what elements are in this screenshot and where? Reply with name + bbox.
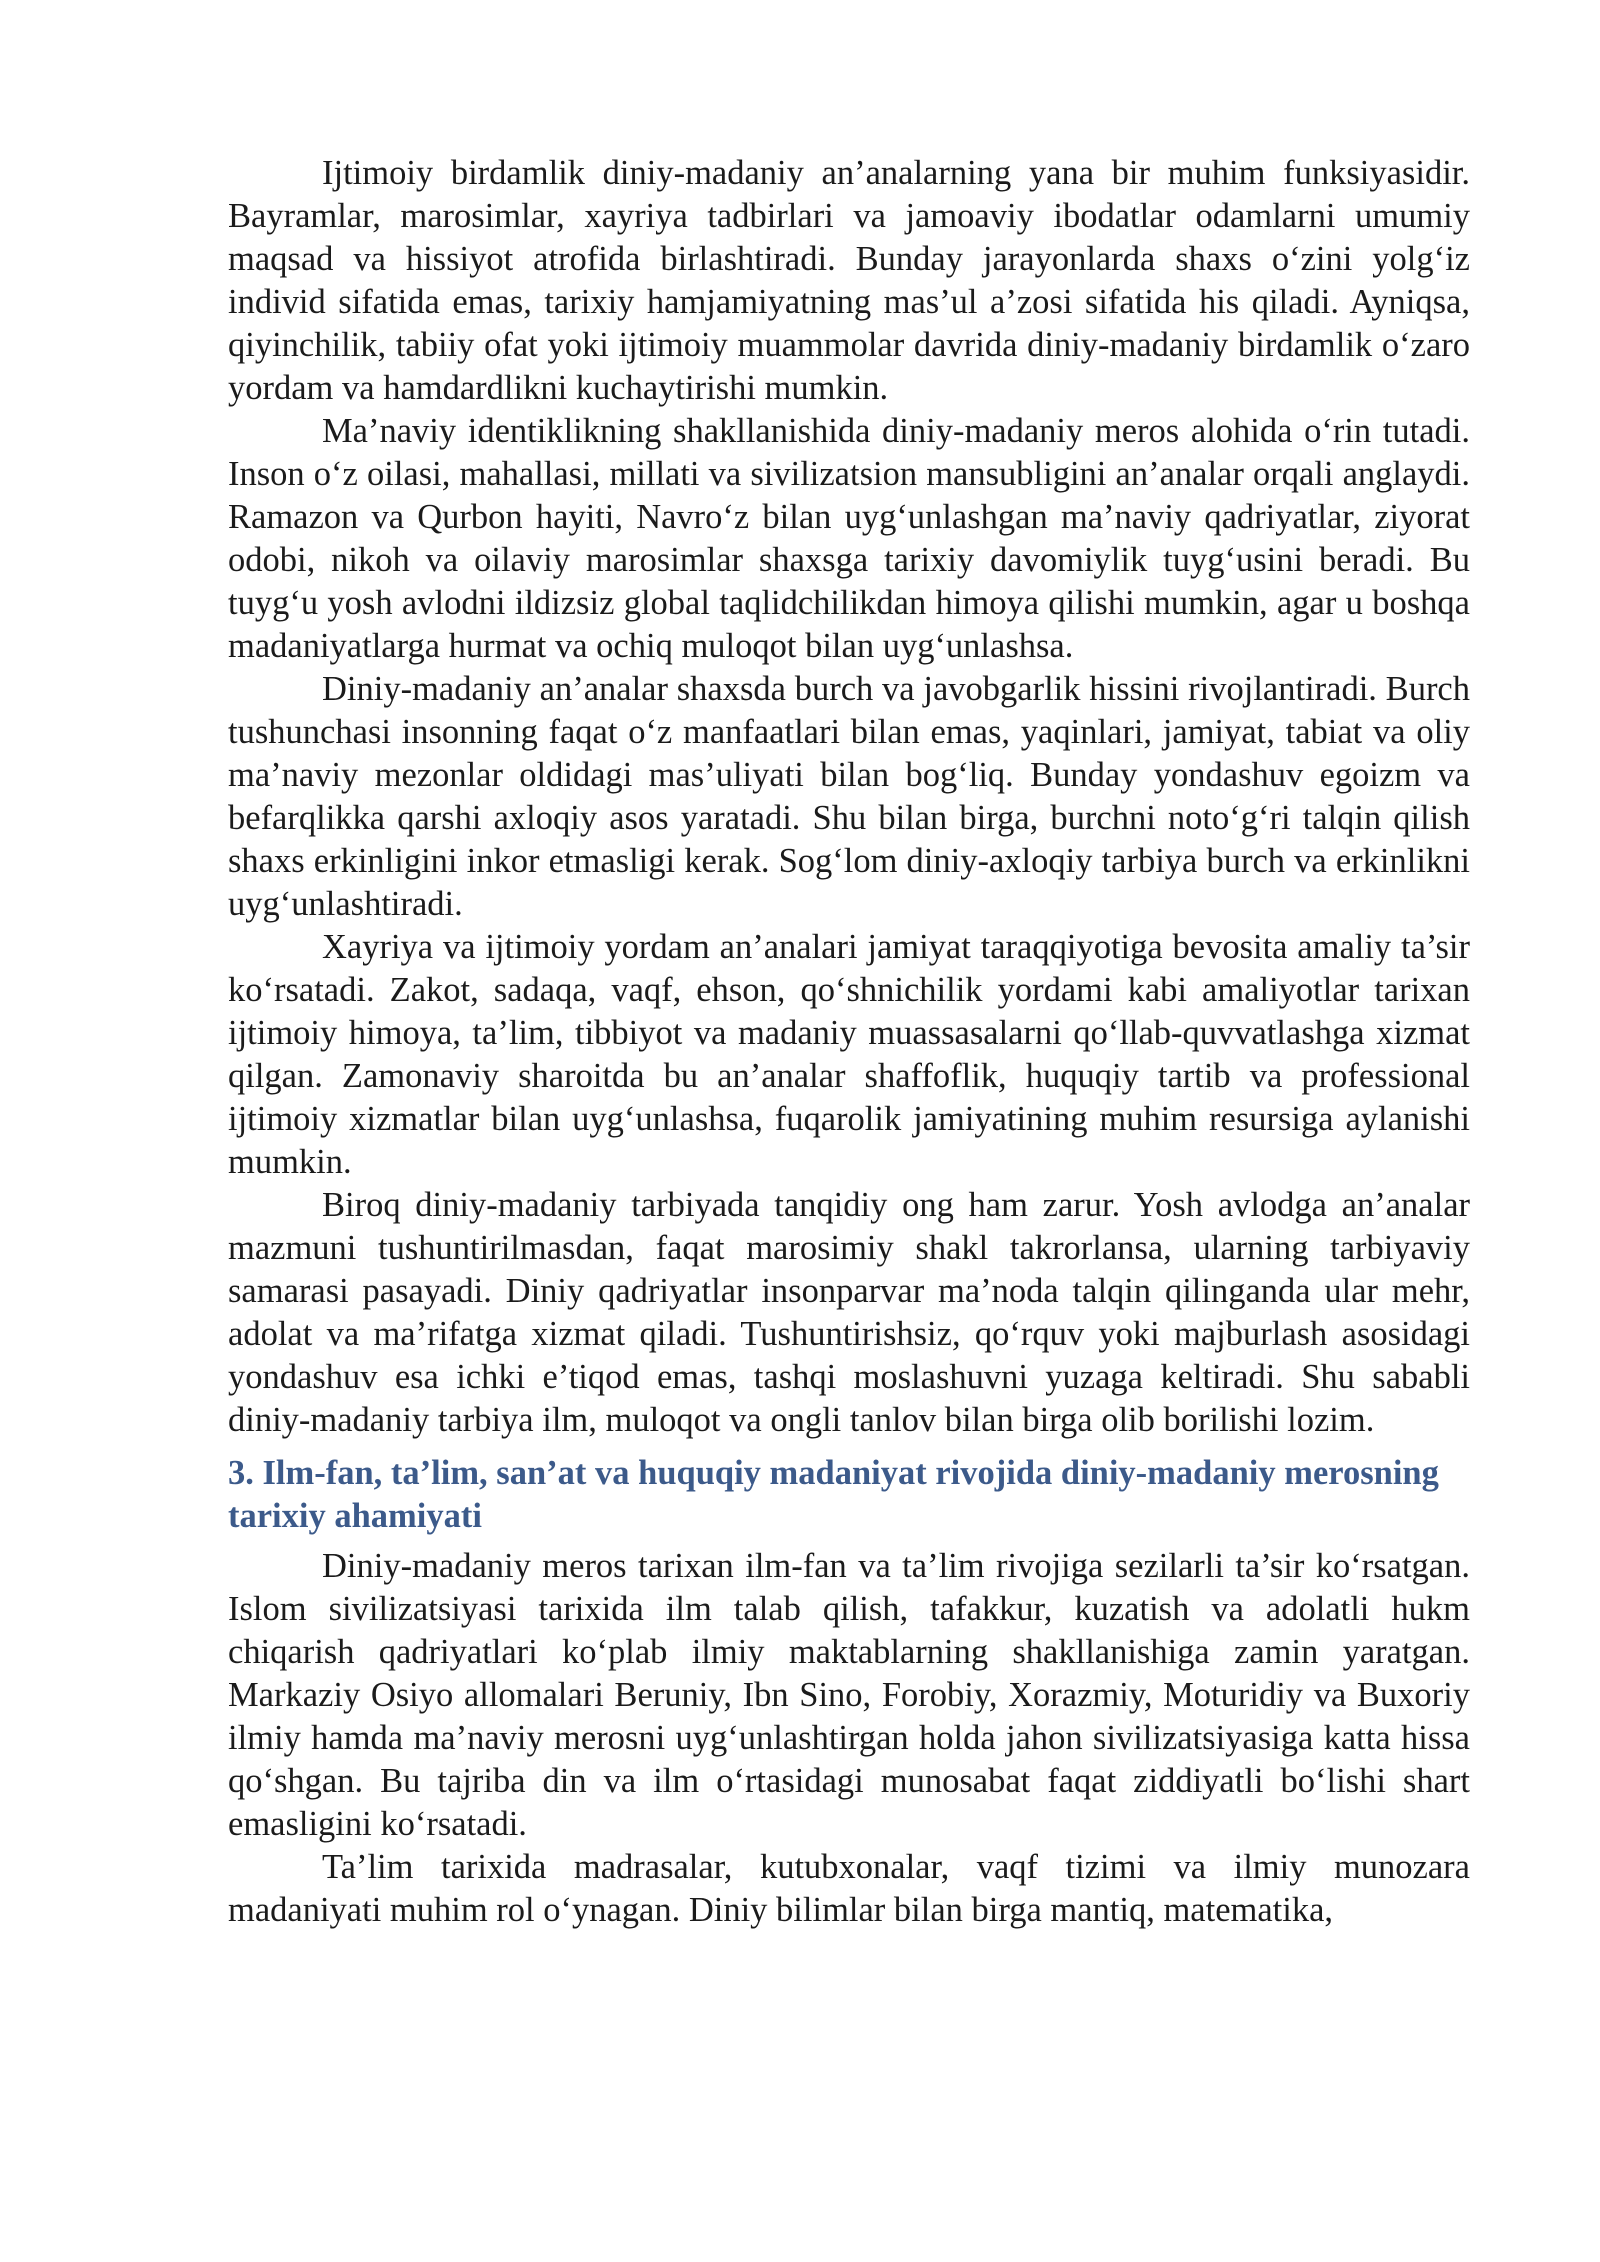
paragraph-social-solidarity: Ijtimoiy birdamlik diniy-madaniy an’analarning yana bir muhim funksiyasidir. Bayramlar, marosimlar, xayriya tadbirlari va jamoaviy ibodatlar odamlarni umumiy maqsad va hissiyot atrofida birlashtiradi. Bunday jarayonlarda shaxs o‘zini yolg‘iz individ sifatida emas, tarixiy hamjamiyatning mas’ul a’zosi sifatida his qiladi. Ayniqsa, qiyinchilik, tabiiy ofat yoki ijtimoiy muammolar davrida diniy-madaniy birdamlik o‘zaro yordam va hamdardlikni kuchaytirishi mumkin. xyxy=(228,154,1470,407)
paragraph-spiritual-identity: Ma’naviy identiklikning shakllanishida diniy-madaniy meros alohida o‘rin tutadi. Inson o‘z oilasi, mahallasi, millati va sivilizatsion mansubligini an’analar orqali anglaydi. Ramazon va Qurbon hayiti, Navro‘z bilan uyg‘unlashgan ma’naviy qadriyatlar, ziyorat odobi, nikoh va oilaviy marosimlar shaxsga tarixiy davomiylik tuyg‘usini beradi. Bu tuyg‘u yosh avlodni ildizsiz global taqlidchilikdan himoya qilishi mumkin, agar u boshqa madaniyatlarga hurmat va ochiq muloqot bilan uyg‘unlashsa. xyxy=(228,412,1470,665)
paragraph-science-education: Diniy-madaniy meros tarixan ilm-fan va ta’lim rivojiga sezilarli ta’sir ko‘rsatgan. Islom sivilizatsiyasi tarixida ilm talab qilish, tafakkur, kuzatish va adolatli hukm chiqarish qadriyatlari ko‘plab ilmiy maktablarning shakllanishiga zamin yaratgan. Markaziy Osiyo allomalari Beruniy, Ibn Sino, Forobiy, Xorazmiy, Moturidiy va Buxoriy ilmiy hamda ma’naviy merosni uyg‘unlashtirgan holda jahon sivilizatsiyasiga katta hissa qo‘shgan. Bu tajriba din va ilm o‘rtasidagi munosabat faqat ziddiyatli bo‘lishi shart emasligini ko‘rsatadi. xyxy=(228,1547,1470,1843)
paragraph-duty-responsibility: Diniy-madaniy an’analar shaxsda burch va javobgarlik hissini rivojlantiradi. Burch tushunchasi insonning faqat o‘z manfaatlari bilan emas, yaqinlari, jamiyat, tabiat va oliy ma’naviy mezonlar oldidagi mas’uliyati bilan bog‘liq. Bunday yondashuv egoizm va befarqlikka qarshi axloqiy asos yaratadi. Shu bilan birga, burchni noto‘g‘ri talqin qilish shaxs erkinligini inkor etmasligi kerak. Sog‘lom diniy-axloqiy tarbiya burch va erkinlikni uyg‘unlashtiradi. xyxy=(228,670,1470,923)
paragraph-charity-traditions: Xayriya va ijtimoiy yordam an’analari jamiyat taraqqiyotiga bevosita amaliy ta’sir ko‘rsatadi. Zakot, sadaqa, vaqf, ehson, qo‘shnichilik yordami kabi amaliyotlar tarixan ijtimoiy himoya, ta’lim, tibbiyot va madaniy muassasalarni qo‘llab-quvvatlashga xizmat qilgan. Zamonaviy sharoitda bu an’analar shaffoflik, huquqiy tartib va professional ijtimoiy xizmatlar bilan uyg‘unlashsa, fuqarolik jamiyatining muhim resursiga aylanishi mumkin. xyxy=(228,928,1470,1181)
paragraph-education-history: Ta’lim tarixida madrasalar, kutubxonalar, vaqf tizimi va ilmiy munozara madaniyati muhim rol o‘ynagan. Diniy bilimlar bilan birga mantiq, matematika, xyxy=(228,1848,1470,1929)
document-page xyxy=(228,152,1470,1932)
section-heading: 3. Ilm-fan, ta’lim, san’at va huquqiy madaniyat rivojida diniy-madaniy merosning tarixiy ahamiyati xyxy=(228,1454,1439,1535)
paragraph-critical-thinking: Biroq diniy-madaniy tarbiyada tanqidiy ong ham zarur. Yosh avlodga an’analar mazmuni tushuntirilmasdan, faqat marosimiy shakl takrorlansa, ularning tarbiyaviy samarasi pasayadi. Diniy qadriyatlar insonparvar ma’noda talqin qilinganda ular mehr, adolat va ma’rifatga xizmat qiladi. Tushuntirishsiz, qo‘rquv yoki majburlash asosidagi yondashuv esa ichki e’tiqod emas, tashqi moslashuvni yuzaga keltiradi. Shu sababli diniy-madaniy tarbiya ilm, muloqot va ongli tanlov bilan birga olib borilishi lozim. xyxy=(228,1186,1470,1439)
